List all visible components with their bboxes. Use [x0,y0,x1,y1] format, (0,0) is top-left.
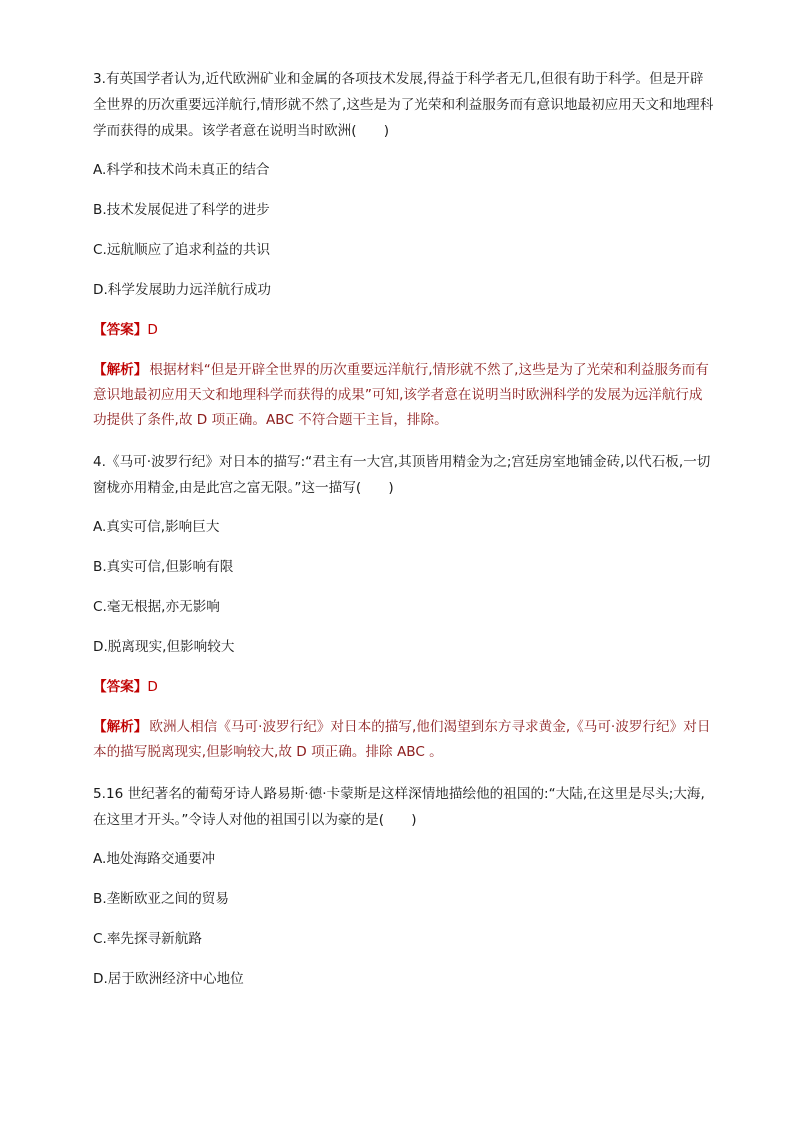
q3-analysis [93,358,715,433]
q5-option-c: C.率先探寻新航路 [93,931,202,947]
q3-option-c: C.远航顺应了追求利益的共识 [93,242,270,258]
q3-analysis-tag: 【解析】 [93,362,148,378]
q3-answer [93,319,715,341]
q3-option-a: A.科学和技术尚未真正的结合 [93,162,270,178]
q4-option-a: A.真实可信,影响巨大 [93,519,220,535]
document-body [93,66,715,990]
q3-answer-value: D [147,322,158,338]
q5-option-b: B.垄断欧亚之间的贸易 [93,891,229,907]
q5-option-a: A.地处海路交通要冲 [93,851,216,867]
q4-option-c: C.毫无根据,亦无影响 [93,599,220,615]
q5-option-d: D.居于欧洲经济中心地位 [93,971,244,987]
q4-analysis-tag: 【解析】 [93,719,148,735]
q4-analysis-text: 欧洲人相信《马可·波罗行纪》对日本的描写,他们渴望到东方寻求黄金,《马可·波罗行纪》对日本的描写脱离现实,但影响较大,故 D 项正确。排除 ABC 。 [93,719,711,760]
q4-option-d: D.脱离现实,但影响较大 [93,639,235,655]
q4-answer [93,676,715,698]
q5-stem: 5.16 世纪著名的葡萄牙诗人路易斯·德·卡蒙斯是这样深情地描绘他的祖国的:“大陆,在这里是尽头;大海,在这里才开头。”令诗人对他的祖国引以为豪的是( ) [93,786,705,828]
q4-stem: 4.《马可·波罗行纪》对日本的描写:“君主有一大宫,其顶皆用精金为之;宫廷房室地铺金砖,以代石板,一切窗栊亦用精金,由是此宫之富无限。”这一描写( ) [93,454,711,496]
q3-stem: 3.有英国学者认为,近代欧洲矿业和金属的各项技术发展,得益于科学者无几,但很有助于科学。但是开辟全世界的历次重要远洋航行,情形就不然了,这些是为了光荣和利益服务而有意识地最初应用天文和地理科学而获得的成果。该学者意在说明当时欧洲( ) [93,71,714,139]
q3-option-b: B.技术发展促进了科学的进步 [93,202,270,218]
q4-answer-tag: 【答案】 [93,679,148,695]
q3-option-d: D.科学发展助力远洋航行成功 [93,282,271,298]
q3-answer-tag: 【答案】 [93,322,148,338]
q4-option-b: B.真实可信,但影响有限 [93,559,234,575]
q4-analysis [93,715,715,765]
q4-answer-value: D [147,679,158,695]
q3-analysis-text: 根据材料“但是开辟全世界的历次重要远洋航行,情形就不然了,这些是为了光荣和利益服务而有意识地最初应用天文和地理科学而获得的成果”可知,该学者意在说明当时欧洲科学的发展为远洋航行成功提供了条件,故 D 项正确。ABC 不符合题干主旨，排除。 [93,362,709,428]
